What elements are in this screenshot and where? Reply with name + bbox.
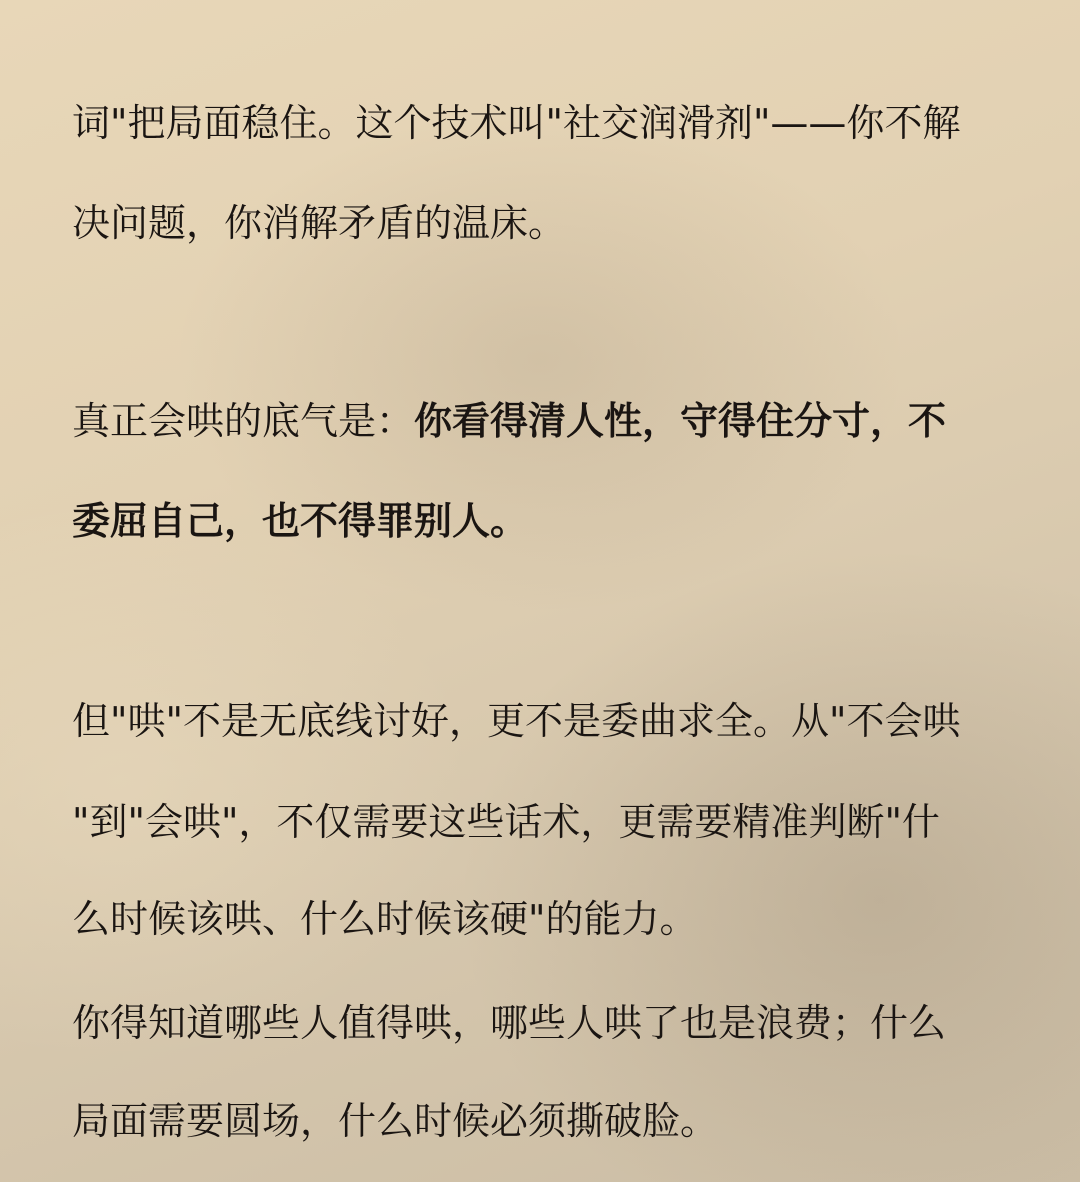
paragraph-4-line-2: 局面需要圆场，什么时候必须撕破脸。 <box>72 1099 719 1143</box>
paragraph-1-line-1: 词"把局面稳住。这个技术叫"社交润滑剂"——你不解 <box>72 101 961 145</box>
paragraph-4-line-1: 你得知道哪些人值得哄，哪些人哄了也是浪费；什么 <box>72 1001 947 1045</box>
paragraph-2-line-1 <box>72 396 946 446</box>
paragraph-2-bold-text: 你看得清人性，守得住分寸，不 <box>414 399 947 443</box>
paragraph-2-line-2: 委屈自己，也不得罪别人。 <box>72 499 529 543</box>
paragraph-3-line-3: 么时候该哄、什么时候该硬"的能力。 <box>72 897 698 941</box>
paragraph-3-line-1: 但"哄"不是无底线讨好，更不是委曲求全。从"不会哄 <box>72 699 961 743</box>
paragraph-3-line-2: "到"会哄"，不仅需要这些话术，更需要精准判断"什 <box>72 800 940 844</box>
paragraph-1-line-2: 决问题，你消解矛盾的温床。 <box>72 201 567 245</box>
paragraph-2-normal-text: 真正会哄的底气是： <box>72 399 415 443</box>
